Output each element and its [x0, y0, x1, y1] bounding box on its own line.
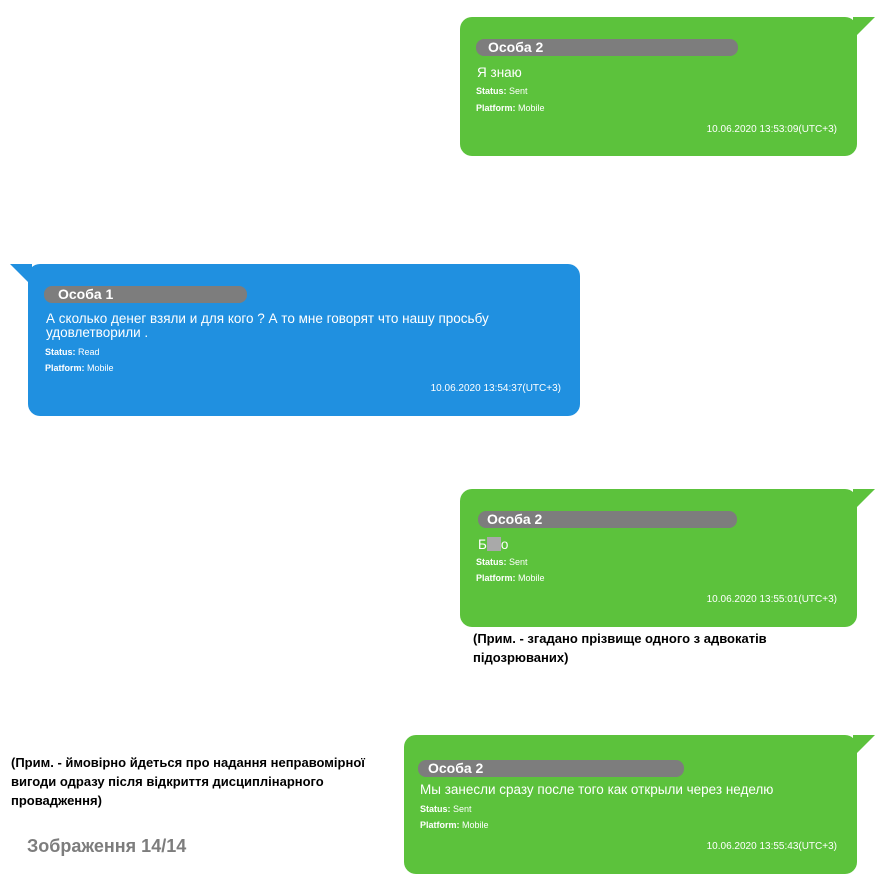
- message-text: Мы занесли сразу после того как открыли через неделю: [420, 782, 774, 797]
- message-text: А сколько денег взяли и для кого ? А то мне говорят что нашу просьбу удовлетворили .: [46, 311, 489, 340]
- message-text: Я знаю: [477, 65, 522, 80]
- message-timestamp: 10.06.2020 13:54:37(UTC+3): [430, 383, 561, 394]
- bubble-tail: [853, 489, 875, 511]
- sender-name: Особа 2: [476, 39, 738, 56]
- annotation-note: (Прим. - ймовірно йдеться про надання неправомірної вигоди одразу після відкриття дисциплінарного провадження): [11, 755, 365, 808]
- bubble-tail: [853, 17, 875, 39]
- message-platform: Platform: Mobile: [476, 103, 545, 113]
- message-text: Б о: [478, 537, 509, 552]
- message-platform: Platform: Mobile: [476, 573, 545, 583]
- message-platform: Platform: Mobile: [45, 363, 114, 373]
- sender-name: Особа 2: [478, 511, 737, 528]
- message-bubble-4: [404, 735, 857, 874]
- sender-name: Особа 1: [44, 286, 247, 303]
- annotation-note: (Прим. - згадано прізвище одного з адвокатів підозрюваних): [473, 631, 767, 665]
- image-caption: Зображення 14/14: [27, 836, 187, 856]
- message-timestamp: 10.06.2020 13:55:43(UTC+3): [706, 841, 837, 852]
- message-timestamp: 10.06.2020 13:53:09(UTC+3): [706, 124, 837, 135]
- message-platform: Platform: Mobile: [420, 820, 489, 830]
- message-status: Status: Sent: [476, 557, 528, 567]
- bubble-tail: [853, 735, 875, 757]
- message-bubble-1: [460, 17, 857, 156]
- message-bubble-2: [28, 264, 580, 416]
- message-bubble-3: [460, 489, 857, 627]
- message-status: Status: Sent: [420, 804, 472, 814]
- sender-name: Особа 2: [418, 760, 684, 777]
- redacted-block: [487, 537, 501, 551]
- message-status: Status: Sent: [476, 86, 528, 96]
- message-status: Status: Read: [45, 347, 100, 357]
- message-timestamp: 10.06.2020 13:55:01(UTC+3): [706, 594, 837, 605]
- bubble-tail: [10, 264, 32, 286]
